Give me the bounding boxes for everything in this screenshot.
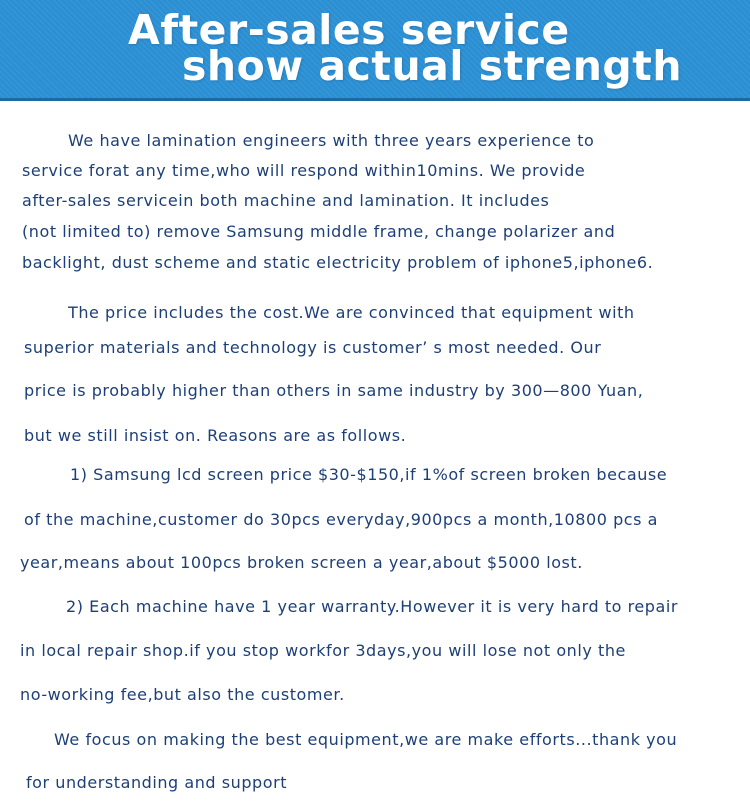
paragraph-2-line-1: The price includes the cost.We are convinced that equipment with — [68, 303, 635, 322]
reason-2-line-1: 2) Each machine have 1 year warranty.However it is very hard to repair — [66, 597, 678, 616]
banner-title-line-1: After-sales service — [128, 6, 570, 54]
reason-1-line-1: 1) Samsung lcd screen price $30-$150,if 1%of screen broken because — [70, 465, 668, 484]
banner-divider — [0, 98, 750, 101]
paragraph-1-line-1: We have lamination engineers with three years experience to — [68, 131, 595, 150]
banner-title-line-2: show actual strength — [182, 42, 683, 90]
closing-line-2: for understanding and support — [26, 773, 288, 792]
reason-1-line-2: of the machine,customer do 30pcs everyday,900pcs a month,10800 pcs a — [24, 510, 658, 529]
paragraph-2-line-4: but we still insist on. Reasons are as follows. — [24, 426, 407, 445]
reason-1-line-3: year,means about 100pcs broken screen a year,about $5000 lost. — [20, 553, 583, 572]
reason-2-line-2: in local repair shop.if you stop workfor 3days,you will lose not only the — [20, 641, 626, 660]
reason-2-line-3: no-working fee,but also the customer. — [20, 685, 345, 704]
paragraph-2-line-2: superior materials and technology is customer’ s most needed. Our — [24, 338, 602, 357]
paragraph-1-line-2: service forat any time,who will respond within10mins. We provide — [22, 161, 586, 180]
paragraph-1-line-5: backlight, dust scheme and static electricity problem of iphone5,iphone6. — [22, 253, 654, 272]
closing-line-1: We focus on making the best equipment,we are make efforts...thank you — [54, 730, 678, 749]
paragraph-1-line-4: (not limited to) remove Samsung middle frame, change polarizer and — [22, 222, 616, 241]
paragraph-2-line-3: price is probably higher than others in same industry by 300—800 Yuan, — [24, 381, 644, 400]
paragraph-1-line-3: after-sales servicein both machine and lamination. It includes — [22, 191, 550, 210]
